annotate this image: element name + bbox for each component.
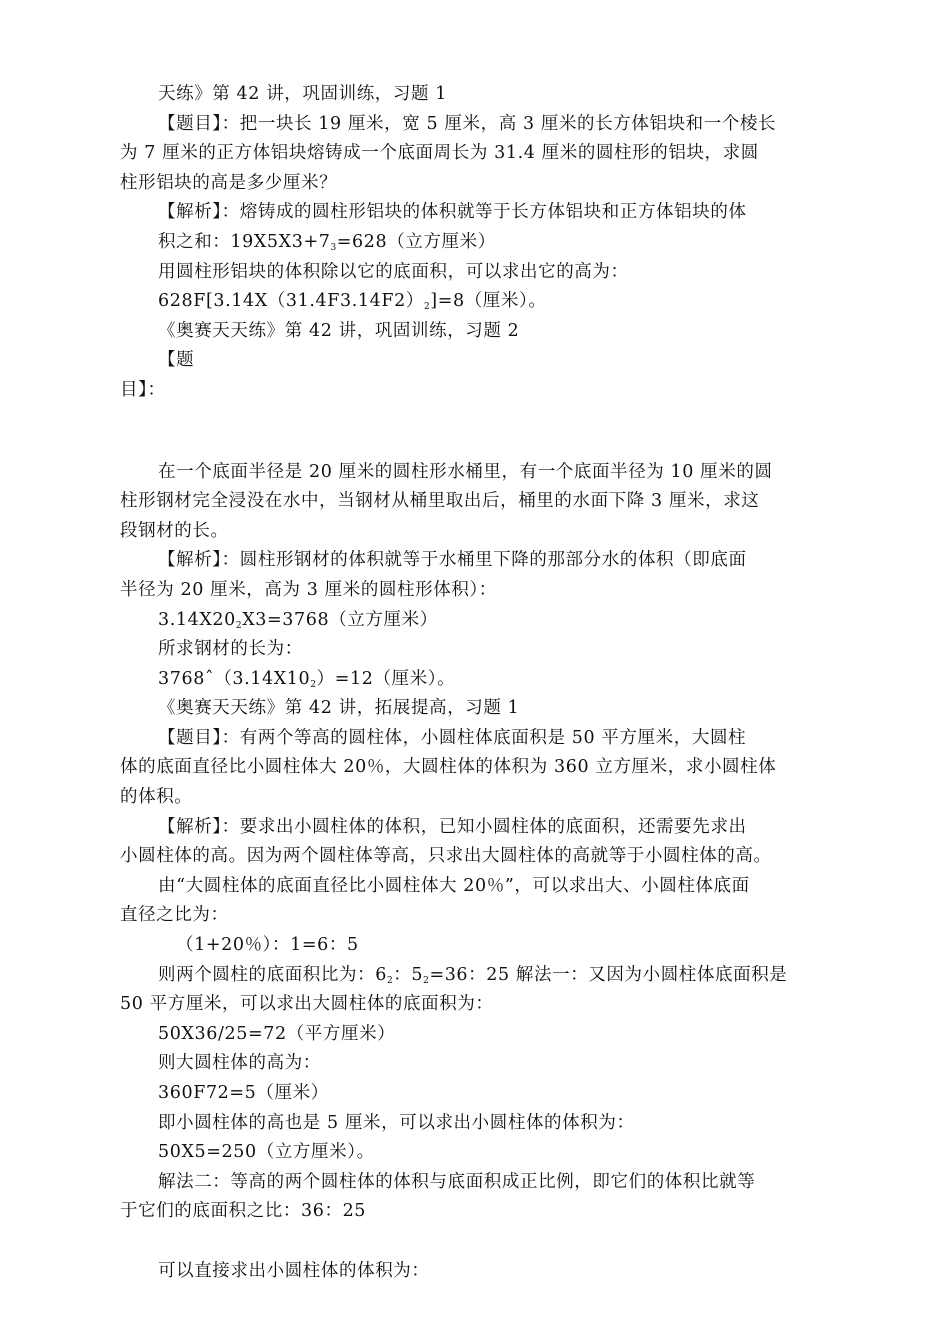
text-run: =628（立方厘米） (336, 231, 496, 252)
text-run: 天练》第 42 讲，巩固训练，习题 1 (158, 84, 447, 104)
text-run: 628F[3.14X（31.4F3.14F2） (158, 291, 424, 312)
text-run: 小圆柱体的高。因为两个圆柱体等高，只求出大圆柱体的高就等于小圆柱体的高。 (120, 846, 772, 867)
text-line (120, 694, 840, 724)
text-run: X3=3768（立方厘米） (242, 609, 438, 630)
text-run: 可以直接求出小圆柱体的体积为： (158, 1260, 430, 1281)
exponent: 3 (330, 242, 337, 253)
text-line (120, 517, 840, 547)
text-line (120, 487, 840, 517)
text-line (120, 872, 840, 902)
text-line (120, 606, 840, 636)
blank-space (120, 406, 840, 458)
text-run: 【题目】：把一块长 19 厘米，宽 5 厘米，高 3 厘米的长方体铝块和一个棱长 (158, 113, 777, 134)
text-run: 50X36/25=72（平方厘米） (158, 1023, 396, 1044)
text-run: ]=8（厘米）。 (430, 291, 547, 312)
exponent: 2 (235, 620, 243, 631)
text-line (120, 169, 840, 199)
text-run: 解法二：等高的两个圆柱体的体积与底面积成正比例，即它们的体积比就等 (158, 1171, 756, 1192)
text-line (120, 813, 840, 843)
text-run: 《奥赛天天练》第 42 讲，巩固训练，习题 2 (158, 320, 520, 341)
exponent: 2 (423, 302, 431, 313)
text-run: 【题 (158, 350, 195, 371)
text-run: 则大圆柱体的高为： (158, 1053, 321, 1074)
text-line (120, 990, 840, 1020)
text-run: =36：25 解法一：又因为小圆柱体底面积是 (429, 964, 788, 985)
text-run: 于它们的底面积之比：36：25 (120, 1201, 367, 1222)
text-run: 50 平方厘米，可以求出大圆柱体的底面积为： (120, 994, 494, 1015)
text-line (120, 546, 840, 576)
text-line (120, 376, 840, 406)
text-line (120, 258, 840, 288)
text-line (120, 635, 840, 665)
text-line (120, 110, 840, 140)
text-line (120, 931, 840, 961)
text-run: 360F72=5（厘米） (158, 1083, 329, 1103)
text-line (120, 1049, 840, 1079)
text-line (120, 198, 840, 228)
text-run: ）=12（厘米）。 (316, 668, 456, 689)
text-run: 半径为 20 厘米，高为 3 厘米的圆柱形体积）： (120, 579, 497, 600)
exponent: 2 (423, 975, 430, 986)
text-line (120, 1079, 840, 1109)
text-line (120, 842, 840, 872)
text-run: 柱形铝块的高是多少厘米？ (120, 172, 338, 193)
text-line (120, 1168, 840, 1198)
text-run: 的体积。 (120, 787, 193, 808)
text-run: 【题目】：有两个等高的圆柱体，小圆柱体底面积是 50 平方厘米，大圆柱 (158, 727, 747, 748)
text-run: 用圆柱形铝块的体积除以它的底面积，可以求出它的高为： (158, 261, 629, 282)
text-run: 为 7 厘米的正方体铝块熔铸成一个底面周长为 31.4 厘米的圆柱形的铝块，求圆 (120, 143, 759, 164)
text-run: 50X5=250（立方厘米）。 (158, 1142, 375, 1163)
text-run: 由“大圆柱体的底面直径比小圆柱体大 20％”，可以求出大、小圆柱体底面 (158, 875, 750, 896)
text-run: 【解析】：圆柱形钢材的体积就等于水桶里下降的那部分水的体积（即底面 (158, 550, 747, 571)
blank-space (120, 1227, 840, 1257)
text-line (120, 346, 840, 376)
text-run: 积之和：19X5X3+7 (158, 231, 331, 252)
text-run: 3768ˆ（3.14X10 (158, 668, 311, 689)
text-line (120, 901, 840, 931)
text-line (120, 753, 840, 783)
text-line (120, 1257, 840, 1287)
text-run: 【解析】：要求出小圆柱体的体积，已知小圆柱体的底面积，还需要先求出 (158, 816, 747, 837)
text-line (120, 961, 840, 991)
text-run: （1+20％）：1=6：5 (176, 935, 359, 956)
exponent: 2 (310, 679, 317, 690)
text-run: 【解析】：熔铸成的圆柱形铝块的体积就等于长方体铝块和正方体铝块的体 (158, 202, 747, 223)
exponent: 2 (386, 975, 394, 986)
text-run: 段钢材的长。 (120, 520, 229, 541)
text-run: 柱形钢材完全浸没在水中，当钢材从桶里取出后，桶里的水面下降 3 厘米，求这 (120, 491, 760, 512)
text-line (120, 576, 840, 606)
text-run: 体的底面直径比小圆柱体大 20％，大圆柱体的体积为 360 立方厘米，求小圆柱体 (120, 757, 777, 778)
text-line (120, 228, 840, 258)
text-line (120, 287, 840, 317)
text-line (120, 665, 840, 695)
text-line (120, 139, 840, 169)
text-line (120, 458, 840, 488)
text-line (120, 1020, 840, 1050)
text-run: 所求钢材的长为： (158, 639, 303, 660)
text-line (120, 1197, 840, 1227)
text-line (120, 1138, 840, 1168)
text-run: 则两个圆柱的底面积比为：6 (158, 964, 387, 985)
text-run: 在一个底面半径是 20 厘米的圆柱形水桶里，有一个底面半径为 10 厘米的圆 (158, 461, 773, 482)
text-run: 目】： (120, 379, 166, 400)
text-line (120, 724, 840, 754)
text-run: 直径之比为： (120, 905, 229, 926)
text-run: 3.14X20 (158, 609, 236, 630)
text-run: 《奥赛天天练》第 42 讲，拓展提高，习题 1 (158, 698, 520, 719)
text-line (120, 317, 840, 347)
text-line (120, 80, 840, 110)
text-line (120, 1109, 840, 1139)
text-run: ：5 (393, 964, 424, 985)
text-run: 即小圆柱体的高也是 5 厘米，可以求出小圆柱体的体积为： (158, 1112, 635, 1133)
document-body (120, 80, 840, 1287)
text-line (120, 783, 840, 813)
